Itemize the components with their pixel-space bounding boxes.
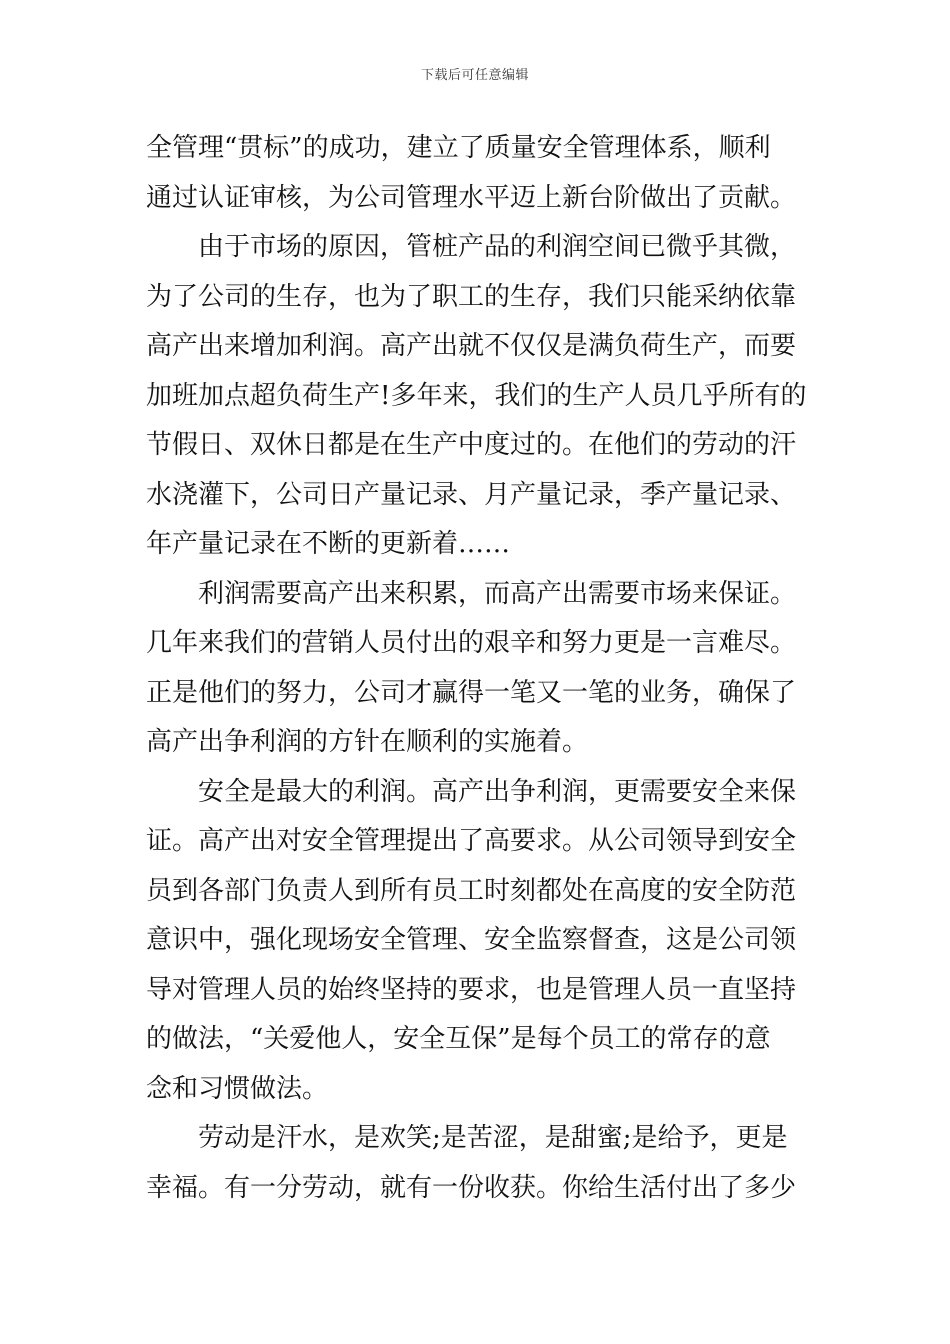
paragraph [146, 124, 811, 223]
paragraph [146, 1114, 811, 1213]
text-line: 幸福。有一分劳动，就有一份收获。你给生活付出了多少 [146, 1172, 797, 1203]
text-line: 正是他们的努力，公司才赢得一笔又一笔的业务，确保了 [146, 677, 797, 708]
paragraph [146, 223, 811, 570]
text-line: 高产出来增加利润。高产出就不仅仅是满负荷生产，而要 [146, 331, 797, 361]
text-line: 年产量记录在不断的更新着…… [146, 529, 511, 559]
text-line: 由于市场的原因，管桩产品的利润空间已微乎其微， [198, 232, 797, 262]
text-line: 几年来我们的营销人员付出的艰辛和努力更是一言难尽。 [146, 628, 797, 658]
text-line: 证。高产出对安全管理提出了高要求。从公司领导到安全 [146, 826, 797, 856]
text-line: 导对管理人员的始终坚持的要求，也是管理人员一直坚持 [146, 974, 797, 1005]
text-line: 节假日、双休日都是在生产中度过的。在他们的劳动的汗 [146, 430, 797, 460]
text-line: 高产出争利润的方针在顺利的实施着。 [146, 727, 589, 757]
paragraph [146, 768, 811, 1115]
text-line: 利润需要高产出来积累，而高产出需要市场来保证。 [198, 578, 797, 609]
text-line: 劳动是汗水，是欢笑;是苦涩，是甜蜜;是给予，更是 [198, 1123, 788, 1153]
text-line: 的做法，“关爱他人，安全互保”是每个员工的常存的意 [146, 1024, 771, 1054]
text-line: 意识中，强化现场安全管理、安全监察督查，这是公司领 [146, 925, 797, 955]
text-line: 为了公司的生存，也为了职工的生存，我们只能采纳依靠 [146, 281, 797, 312]
text-line: 安全是最大的利润。高产出争利润，更需要安全来保 [198, 776, 797, 807]
text-line: 念和习惯做法。 [146, 1073, 329, 1104]
paragraph [146, 570, 811, 768]
text-line: 全管理“贯标”的成功，建立了质量安全管理体系，顺利 [146, 133, 771, 163]
text-line: 通过认证审核，为公司管理水平迈上新台阶做出了贡献。 [146, 182, 797, 213]
text-line: 员到各部门负责人到所有员工时刻都处在高度的安全防范 [146, 875, 797, 906]
text-line: 水浇灌下，公司日产量记录、月产量记录，季产量记录、 [146, 479, 797, 510]
page-header: 下载后可任意编辑 [420, 68, 529, 83]
text-line: 加班加点超负荷生产!多年来，我们的生产人员几乎所有的 [146, 380, 807, 411]
document-body [146, 124, 811, 1213]
